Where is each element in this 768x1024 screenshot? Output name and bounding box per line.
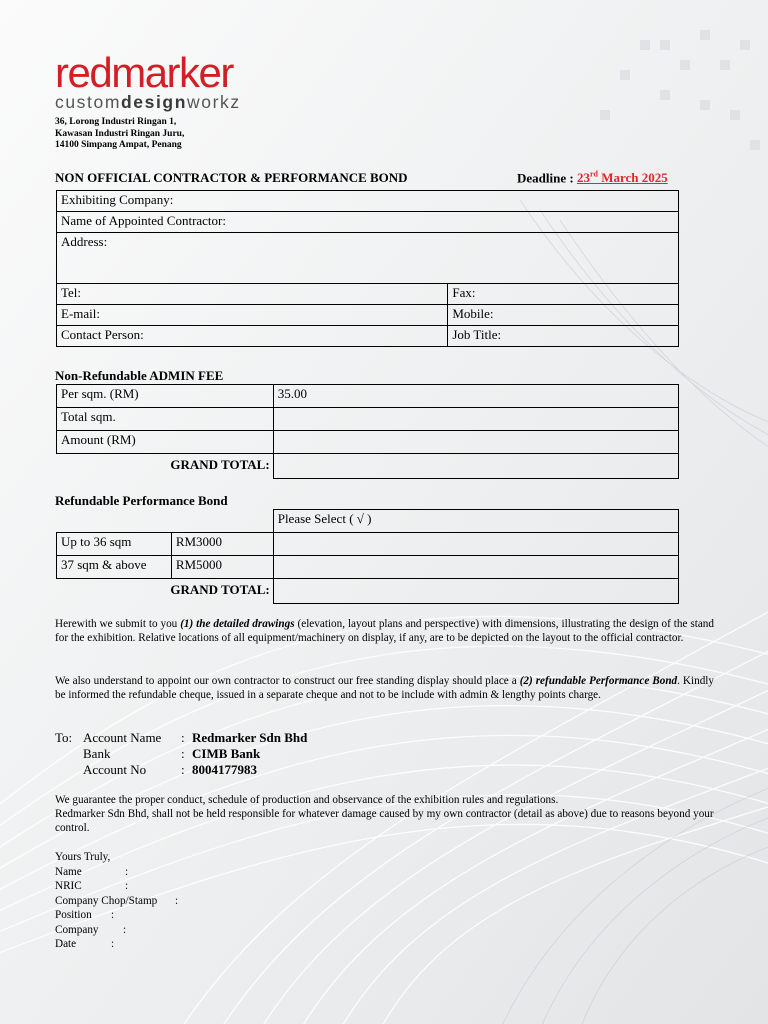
account-label: Account Name xyxy=(83,730,162,745)
bond-grand-total-field[interactable] xyxy=(273,579,678,604)
account-label: Account No xyxy=(83,762,147,777)
colon: : xyxy=(175,894,179,907)
logo-wordmark: redmarker xyxy=(55,49,233,96)
blank-cell xyxy=(57,510,274,533)
amount-field[interactable] xyxy=(273,431,678,454)
colon: : xyxy=(181,762,185,777)
performance-bond-heading: Refundable Performance Bond xyxy=(55,493,228,508)
performance-bond-table xyxy=(56,509,679,604)
signature-field-nric[interactable] xyxy=(55,879,157,894)
tagline-part: workz xyxy=(187,92,241,112)
guarantee-paragraph xyxy=(55,793,725,835)
form-title: NON OFFICIAL CONTRACTOR & PERFORMANCE BOND xyxy=(55,170,408,185)
bond-paragraph xyxy=(55,674,714,702)
company-logo xyxy=(55,49,241,112)
deadline-date xyxy=(577,170,668,185)
company-address xyxy=(55,117,184,152)
address-line: 36, Lorong Industri Ringan 1, xyxy=(55,117,177,127)
bond-amount-label: RM5000 xyxy=(171,556,273,579)
admin-grand-total-field[interactable] xyxy=(273,454,678,479)
tagline-part-bold: design xyxy=(121,92,188,112)
signature-field-name[interactable] xyxy=(55,865,157,880)
contractor-details-table xyxy=(56,190,679,347)
colon: : xyxy=(125,880,129,892)
colon: : xyxy=(181,730,185,745)
para-text: (elevation, layout plans and perspective) with dimensions, illustrating the design of the stand for the exhibition. Relative locations of all equipment/machinery on display, if any, are to be depicted on the layout to the official contractor. xyxy=(55,618,714,644)
colon: : xyxy=(123,923,127,936)
para-emphasis: (1) the detailed drawings xyxy=(180,618,295,630)
para-emphasis: (2) refundable Performance Bond xyxy=(519,675,678,687)
signature-block xyxy=(55,850,179,952)
bond-select-cell[interactable] xyxy=(273,533,678,556)
signature-field-company-chop[interactable] xyxy=(55,894,179,909)
logo-tagline xyxy=(55,93,241,111)
deadline xyxy=(517,170,668,186)
field-label: NRIC xyxy=(55,880,82,892)
bond-grand-total-label: GRAND TOTAL: xyxy=(57,579,274,604)
colon: : xyxy=(181,746,185,761)
appointed-contractor-field[interactable]: Name of Appointed Contractor: xyxy=(57,212,679,233)
exhibiting-company-field[interactable]: Exhibiting Company: xyxy=(57,191,679,212)
bond-select-cell[interactable] xyxy=(273,556,678,579)
email-field[interactable]: E-mail: xyxy=(57,305,448,326)
colon: : xyxy=(111,938,115,950)
signature-field-company[interactable] xyxy=(55,923,157,938)
deadline-day-suffix: rd xyxy=(589,170,598,179)
title-row xyxy=(55,170,700,188)
fax-field[interactable]: Fax: xyxy=(448,284,679,305)
deadline-month-year: March 2025 xyxy=(597,170,668,186)
para-line: Redmarker Sdn Bhd, shall not be held responsible for whatever damage caused by my own contractor (detail as above) due to reasons beyond your control. xyxy=(55,808,714,834)
address-line: 14100 Simpang Ampat, Penang xyxy=(55,140,182,150)
please-select-header: Please Select ( √ ) xyxy=(273,510,678,533)
job-title-field[interactable]: Job Title: xyxy=(448,326,679,347)
field-label: Company xyxy=(55,923,99,936)
account-value: 8004177983 xyxy=(192,762,257,777)
admin-fee-heading: Non-Refundable ADMIN FEE xyxy=(55,368,224,383)
per-sqm-label: Per sqm. (RM) xyxy=(57,385,274,408)
account-value: Redmarker Sdn Bhd xyxy=(192,730,308,745)
deadline-label: Deadline : xyxy=(517,170,577,186)
bond-size-label: Up to 36 sqm xyxy=(57,533,172,556)
closing: Yours Truly, xyxy=(55,851,111,863)
mobile-field[interactable]: Mobile: xyxy=(448,305,679,326)
contact-person-field[interactable]: Contact Person: xyxy=(57,326,448,347)
colon: : xyxy=(125,865,129,878)
admin-fee-table xyxy=(56,384,679,479)
account-label: Bank xyxy=(83,746,111,761)
para-text: . Kindly be informed the refundable cheque, issued in a separate cheque and not to be include with admin & lengthy points charge. xyxy=(55,675,714,701)
admin-grand-total-label: GRAND TOTAL: xyxy=(57,454,274,479)
total-sqm-label: Total sqm. xyxy=(57,408,274,431)
signature-field-date[interactable] xyxy=(55,937,157,952)
per-sqm-value: 35.00 xyxy=(273,385,678,408)
account-value: CIMB Bank xyxy=(192,746,261,761)
signature-field-position[interactable] xyxy=(55,908,157,923)
colon: : xyxy=(111,909,115,921)
bond-size-label: 37 sqm & above xyxy=(57,556,172,579)
tagline-part: custom xyxy=(55,92,122,112)
para-line: We guarantee the proper conduct, schedule of production and observance of the exhibition rules and regulations. xyxy=(55,794,559,806)
field-label: Company Chop/Stamp xyxy=(55,894,158,907)
bond-amount-label: RM3000 xyxy=(171,533,273,556)
address-line: Kawasan Industri Ringan Juru, xyxy=(55,128,185,139)
to-label: To: xyxy=(55,730,73,745)
field-label: Date xyxy=(55,938,77,950)
deadline-day: 23 xyxy=(576,170,590,186)
total-sqm-field[interactable] xyxy=(273,408,678,431)
address-field[interactable]: Address: xyxy=(57,233,679,284)
field-label: Name xyxy=(55,865,82,878)
tel-field[interactable]: Tel: xyxy=(57,284,448,305)
field-label: Position xyxy=(55,909,92,921)
para-text: We also understand to appoint our own contractor to construct our free standing display should place a xyxy=(55,675,520,687)
amount-label: Amount (RM) xyxy=(57,431,274,454)
para-text: Herewith we submit to you xyxy=(55,618,181,630)
drawings-paragraph xyxy=(55,617,714,645)
